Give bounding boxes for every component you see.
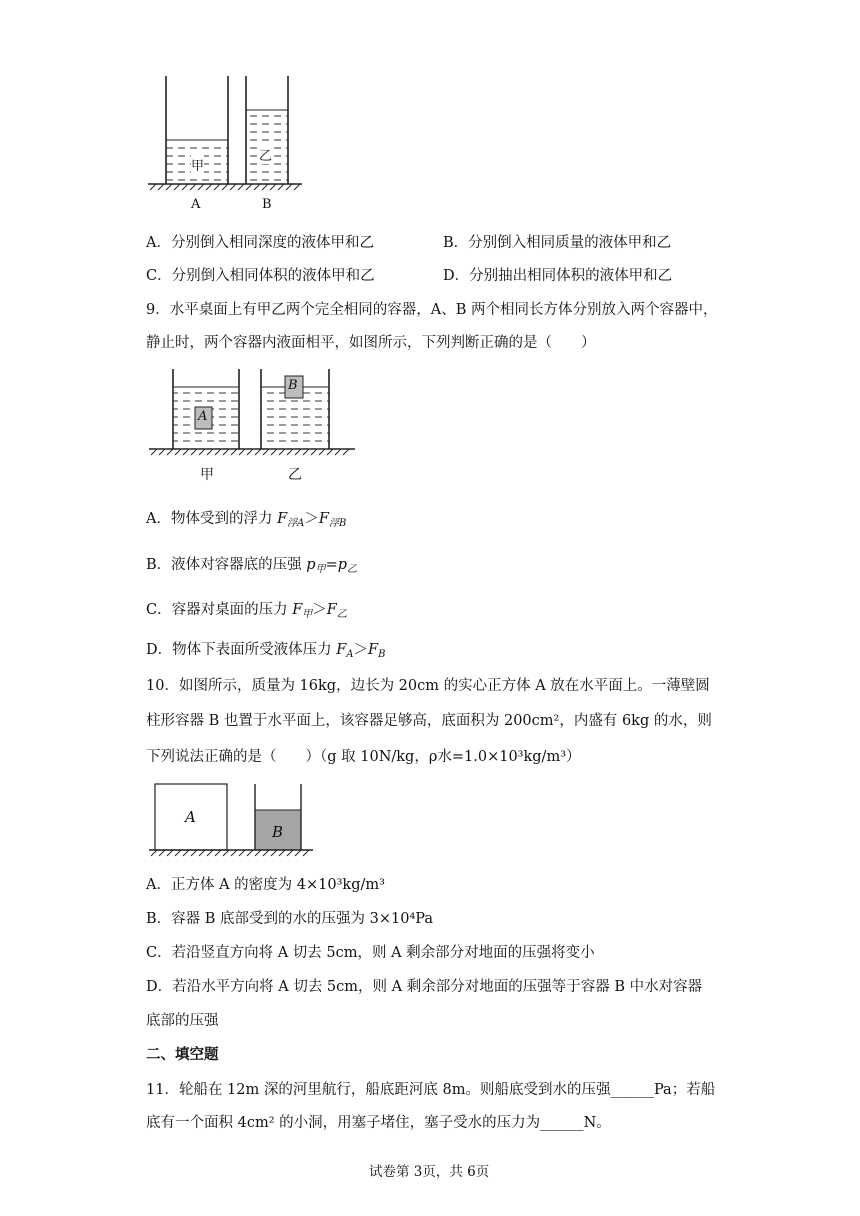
q9-option-c: C．容器对桌面的压力 $F_甲>F_乙$ xyxy=(146,602,347,620)
q10-blocks-drawing xyxy=(145,780,320,862)
q11-line2: 底有一个面积 4cm² 的小洞，用塞子堵住，塞子受水的压力为______N。 xyxy=(146,1115,611,1131)
q8-option-d: D．分别抽出相同体积的液体甲和乙 xyxy=(443,268,673,284)
q10-option-c: C．若沿竖直方向将 A 切去 5cm，则 A 剩余部分对地面的压强将变小 xyxy=(146,945,595,961)
q9-label-jia: 甲 xyxy=(200,467,214,483)
q9-stem-line2: 静止时，两个容器内液面相平，如图所示，下列判断正确的是（ ） xyxy=(146,335,596,351)
q9-option-b: B．液体对容器底的压强 $p_甲=p_乙$ xyxy=(146,557,358,575)
q9-containers-drawing xyxy=(145,365,365,490)
q8-containers-drawing xyxy=(140,72,310,217)
q8-figure xyxy=(140,72,310,217)
q8-label-b: B xyxy=(262,197,272,212)
q10-stem-line1: 10．如图所示，质量为 16kg，边长为 20cm 的实心正方体 A 放在水平面上。一薄壁圆 xyxy=(146,678,710,694)
q9-block-a-label: A xyxy=(198,409,208,424)
q10-figure xyxy=(145,780,320,862)
q10-stem-line2: 柱形容器 B 也置于水平面上，该容器足够高，底面积为 200cm²，内盛有 6kg 的水，则 xyxy=(146,713,712,729)
q8-label-a: A xyxy=(191,197,201,212)
q9-block-b-label: B xyxy=(288,378,298,393)
q10-option-d-line2: 底部的压强 xyxy=(146,1013,219,1029)
q9-stem-line1: 9．水平桌面上有甲乙两个完全相同的容器，A、B 两个相同长方体分别放入两个容器中， xyxy=(146,302,718,318)
page-footer: 试卷第 3页，共 6页 xyxy=(369,1164,490,1180)
q8-option-c: C．分别倒入相同体积的液体甲和乙 xyxy=(146,268,375,284)
q9-figure xyxy=(145,365,365,490)
q9-option-d: D．物体下表面所受液体压力 $F_A>F_B$ xyxy=(146,642,386,660)
q11-line1: 11．轮船在 12m 深的河里航行，船底距河底 8m。则船底受到水的压强______Pa；若船 xyxy=(146,1082,716,1098)
q8-label-yi: 乙 xyxy=(259,145,272,164)
q10-option-d-line1: D．若沿水平方向将 A 切去 5cm，则 A 剩余部分对地面的压强等于容器 B 中水对容器 xyxy=(146,979,703,995)
q10-stem-line3: 下列说法正确的是（ ）（g 取 10N/kg，ρ水=1.0×10³kg/m³） xyxy=(146,749,581,765)
section-title-fill-blank: 二、填空题 xyxy=(146,1046,219,1063)
q10-block-a-label: A xyxy=(185,808,196,826)
q9-label-yi: 乙 xyxy=(288,467,302,483)
q10-block-b-label: B xyxy=(272,823,284,841)
q10-option-b: B．容器 B 底部受到的水的压强为 3×10⁴Pa xyxy=(146,911,434,927)
q8-option-b: B．分别倒入相同质量的液体甲和乙 xyxy=(443,235,672,251)
q9-option-a: A．物体受到的浮力 $F_{浮A}>F_{浮B}$ xyxy=(146,511,347,529)
q8-option-a: A．分别倒入相同深度的液体甲和乙 xyxy=(146,235,374,251)
q10-option-a: A．正方体 A 的密度为 4×10³kg/m³ xyxy=(146,877,385,893)
q8-label-jia: 甲 xyxy=(191,155,204,174)
